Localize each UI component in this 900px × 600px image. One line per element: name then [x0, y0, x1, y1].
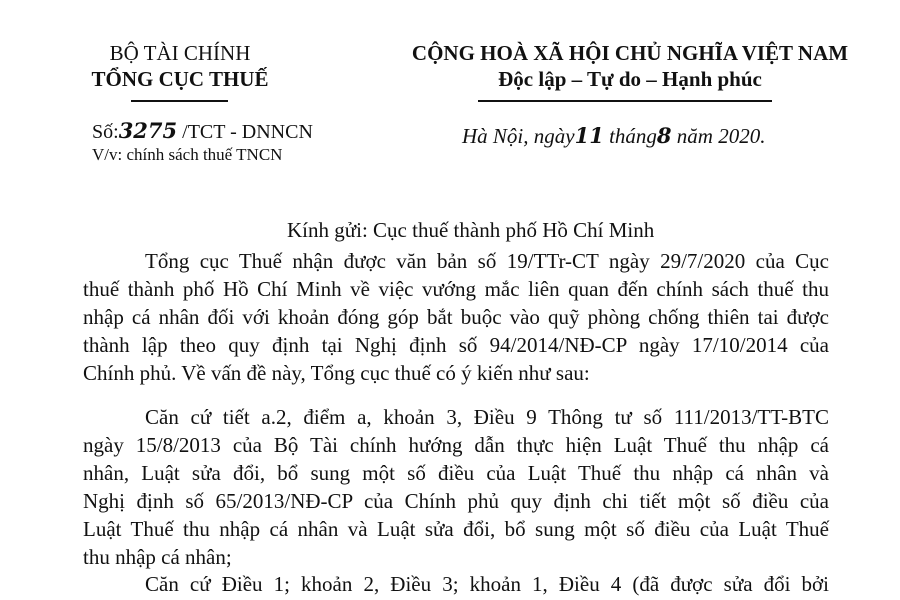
header-right-underline	[478, 100, 772, 102]
document-number-suffix: /TCT - DNNCN	[182, 121, 313, 143]
date-year: năm 2020.	[676, 124, 766, 148]
handwritten-document-number: 3275	[118, 118, 178, 143]
paragraph-line: Căn cứ Điều 1; khoản 2, Điều 3; khoản 1, Điều 4 (đã được sửa đổi bởi	[145, 572, 829, 596]
paragraph-line: Căn cứ tiết a.2, điểm a, khoản 3, Điều 9 Thông tư số 111/2013/TT-BTC	[145, 405, 829, 429]
document-number	[92, 118, 313, 145]
paragraph-line: thu nhập cá nhân;	[83, 545, 232, 569]
national-motto: Độc lập – Tự do – Hạnh phúc	[498, 67, 762, 91]
paragraph-line: ngày 15/8/2013 của Bộ Tài chính hướng dẫn thực hiện Luật Thuế thu nhập cá	[83, 433, 829, 457]
paragraph-line: thuế thành phố Hồ Chí Minh về việc vướng mắc liên quan đến chính sách thuế thu	[83, 277, 829, 301]
paragraph-line: Luật Thuế thu nhập cá nhân và Luật sửa đổi, bổ sung một số điều của Luật Thuế	[83, 517, 829, 541]
agency-name: BỘ TÀI CHÍNH	[109, 41, 251, 65]
date-month-label: tháng	[609, 124, 657, 148]
body-paragraph-3	[83, 570, 829, 598]
date-prefix: Hà Nội, ngày	[462, 124, 575, 148]
place-and-date	[462, 122, 765, 150]
national-title: CỘNG HOÀ XÃ HỘI CHỦ NGHĨA VIỆT NAM	[411, 41, 849, 65]
header-left-underline	[131, 100, 228, 102]
paragraph-line: nhập cá nhân đối với khoản đóng góp bắt buộc vào quỹ phòng chống thiên tai được	[83, 305, 829, 329]
body-paragraph-2	[83, 403, 829, 571]
paragraph-line: Chính phủ. Về vấn đề này, Tổng cục thuế có ý kiến như sau:	[83, 361, 590, 385]
handwritten-day: 11	[574, 123, 604, 148]
paragraph-line: thành lập theo quy định tại Nghị định số 94/2014/NĐ-CP ngày 17/10/2014 của	[83, 333, 829, 357]
addressee: Kính gửi: Cục thuế thành phố Hồ Chí Minh	[287, 218, 655, 242]
document-number-prefix: Số:	[92, 121, 119, 143]
body-paragraph-1	[83, 247, 829, 387]
paragraph-line: Nghị định số 65/2013/NĐ-CP của Chính phủ quy định chi tiết một số điều của	[83, 489, 829, 513]
department-name: TỔNG CỤC THUẾ	[91, 67, 269, 91]
paragraph-line: Tổng cục Thuế nhận được văn bản số 19/TTr-CT ngày 29/7/2020 của Cục	[145, 249, 829, 273]
handwritten-month: 8	[656, 123, 672, 148]
paragraph-line: nhân, Luật sửa đổi, bổ sung một số điều của Luật Thuế thu nhập cá nhân và	[83, 461, 829, 485]
document-subject: V/v: chính sách thuế TNCN	[92, 145, 283, 164]
